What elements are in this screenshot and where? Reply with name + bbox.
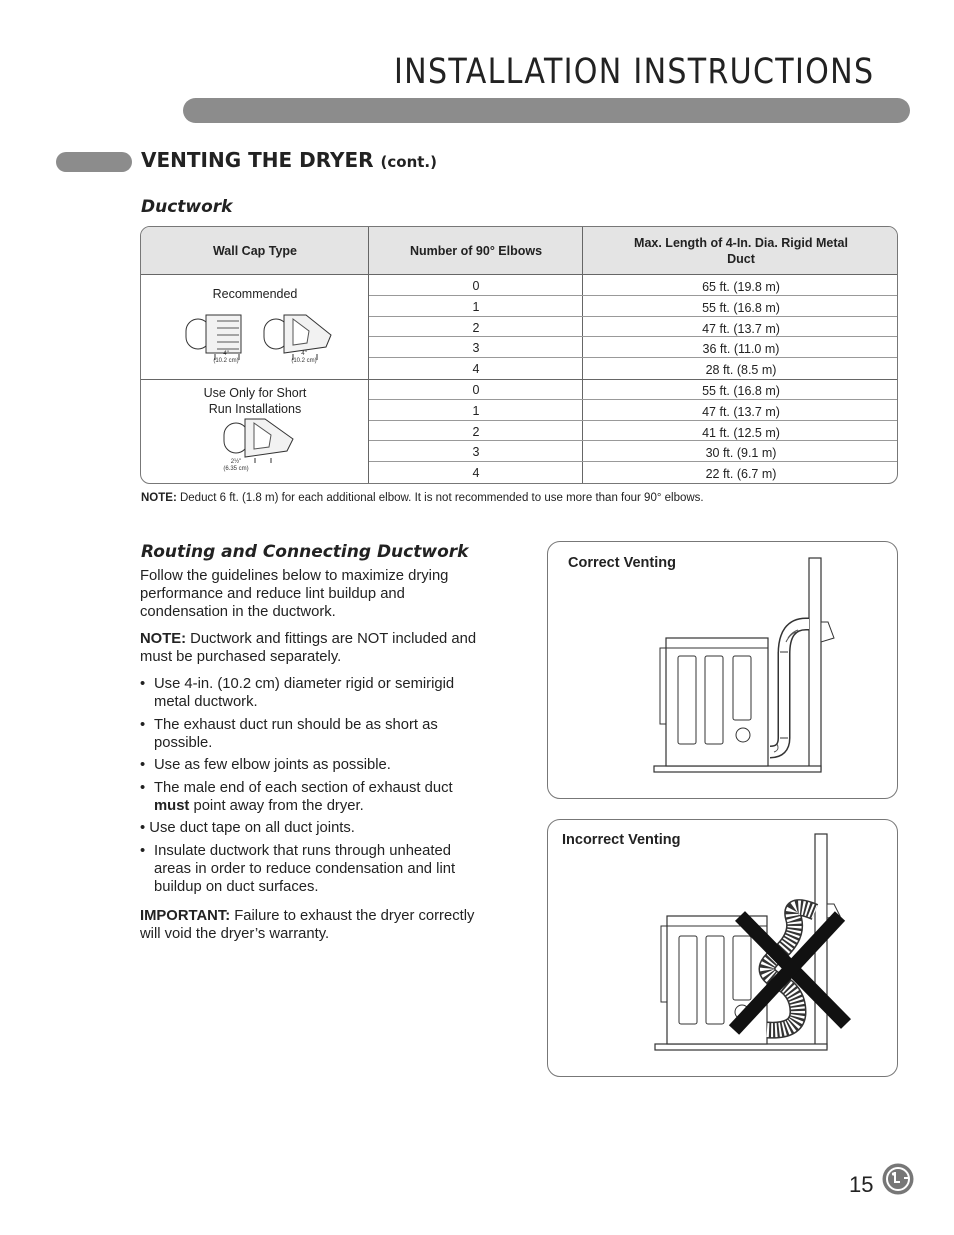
title-bar [183,98,910,123]
length-cell: 36 ft. (11.0 m) [702,342,780,357]
elbows-cell: 0 [472,279,480,293]
routing-intro: Follow the guidelines below to maximize drying performance and reduce lint buildup and condensation in the ductwork. [140,568,449,620]
length-cell: 55 ft. (16.8 m) [702,383,780,398]
routing-note-label: NOTE: [140,631,187,647]
list-item: • Use 4-in. (10.2 cm) diameter rigid or semirigid metal ductwork. [140,675,485,711]
length-cell: 65 ft. (19.8 m) [702,280,780,294]
col-header-wall-cap: Wall Cap Type [212,243,298,258]
dimension-short-value: 2½" [230,459,242,465]
section-title-main: VENTING THE DRYER [141,148,374,172]
list-item: • Insulate ductwork that runs through unheated areas in order to reduce condensation and lint buildup on duct surfaces. [140,842,485,896]
dimension-left [211,351,241,364]
list-item [140,779,485,815]
section-pill [56,152,132,172]
group-label-short-run [141,386,369,417]
table-header [141,227,898,275]
length-cell: 30 ft. (9.1 m) [705,446,777,461]
elbows-cell: 3 [472,341,480,356]
page-title: INSTALLATION INSTRUCTIONS [394,52,875,92]
ductwork-heading: Ductwork [141,197,233,217]
elbows-cell: 2 [472,320,480,335]
bullet-text-post: point away from the dryer. [189,797,364,814]
note-text: Deduct 6 ft. (1.8 m) for each additional elbow. It is not recommended to use more than four 90° elbows. [176,492,704,504]
correct-venting-illustration [548,542,899,800]
table-row [369,379,898,400]
table-row [369,441,898,462]
group-label-line1: Use Only for Short [203,386,307,400]
list-item: • The exhaust duct run should be as short as possible. [140,716,485,752]
table-rows [369,275,898,483]
elbows-cell: 1 [472,403,480,418]
elbows-cell: 4 [472,362,480,377]
table-row [369,317,898,338]
elbows-cell: 0 [472,382,480,397]
elbows-cell: 3 [472,445,480,460]
routing-heading: Routing and Connecting Ductwork [141,542,469,562]
important-text: Failure to exhaust the dryer correctly will void the dryer’s warranty. [140,908,475,942]
routing-note-text: Ductwork and fittings are NOT included and must be purchased separately. [140,631,477,665]
table-row [369,358,898,379]
section-title-suffix: (cont.) [380,153,437,171]
col-header-elbows: Number of 90° Elbows [409,243,543,258]
dimension-right-value: 4" [301,351,307,357]
incorrect-venting-label: Incorrect Venting [562,832,681,848]
incorrect-venting-diagram [547,819,898,1077]
dimension-short-metric: (6.35 cm) [223,465,249,472]
important-note [140,907,485,943]
table-row [369,400,898,421]
col-header-length: Max. Length of 4-In. Dia. Rigid Metal Duct [634,235,848,266]
routing-guidelines [140,675,485,900]
dimension-left-value: 4" [223,351,229,357]
bullet-text-bold: must [154,797,190,814]
elbows-cell: 1 [472,299,480,314]
lg-logo-icon [882,1163,914,1195]
list-item: • Use duct tape on all duct joints. [140,820,355,836]
length-cell: 47 ft. (13.7 m) [702,321,780,336]
routing-note [140,630,485,666]
length-cell: 28 ft. (8.5 m) [705,363,777,378]
incorrect-venting-illustration [548,820,899,1078]
bullet-text-pre: The male end of each section of exhaust duct [154,779,453,796]
list-item: • Use as few elbow joints as possible. [140,756,485,774]
dimension-right [289,351,319,364]
table-row [369,337,898,358]
table-note [141,492,704,504]
correct-venting-label: Correct Venting [568,555,676,571]
important-label: IMPORTANT: [140,908,231,924]
elbows-cell: 4 [472,466,480,481]
dimension-right-metric: (10.2 cm) [291,357,317,364]
table-row [369,275,898,296]
dimension-left-metric: (10.2 cm) [213,357,239,364]
table-row [369,421,898,442]
length-cell: 47 ft. (13.7 m) [702,404,780,419]
page-number: 15 [849,1172,874,1197]
length-cell: 55 ft. (16.8 m) [702,300,780,315]
group-label-recommended: Recommended [212,287,298,301]
section-title [141,148,437,172]
length-cell: 41 ft. (12.5 m) [702,425,780,440]
table-row [369,296,898,317]
dimension-short [219,459,253,472]
note-label: NOTE: [141,492,177,504]
table-row [369,462,898,483]
elbows-cell: 2 [472,424,480,439]
group-label-line2: Run Installations [208,401,302,416]
length-cell: 22 ft. (6.7 m) [705,467,777,482]
ductwork-table [140,226,898,484]
correct-venting-diagram [547,541,898,799]
